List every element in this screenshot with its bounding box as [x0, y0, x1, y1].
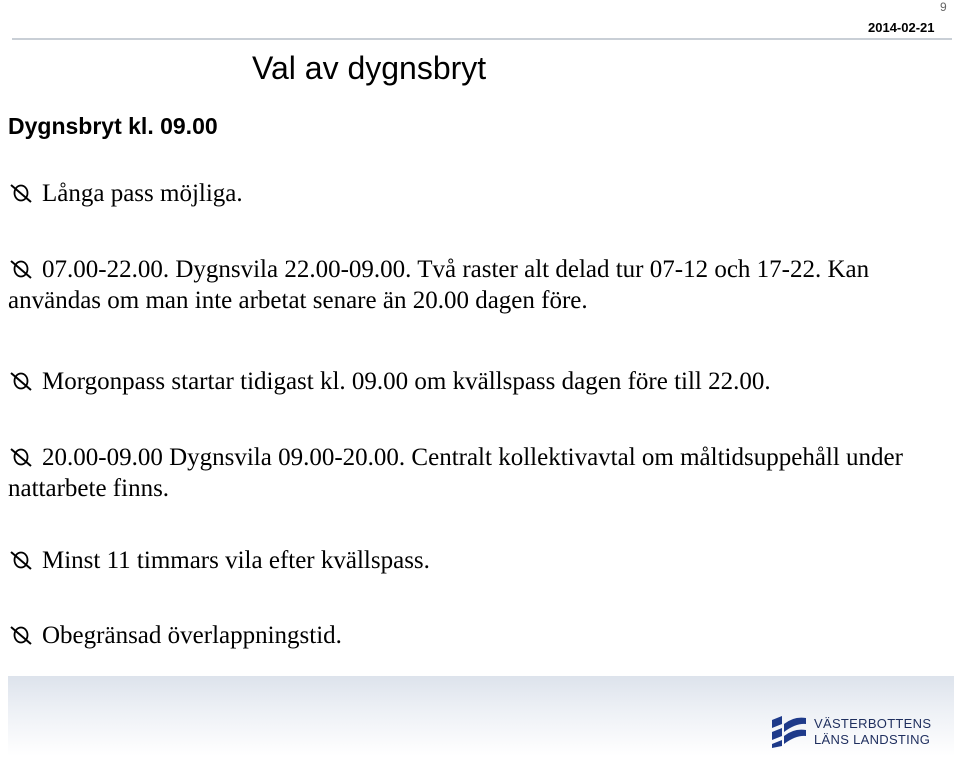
- bullet-item: [8, 442, 938, 504]
- bullet-text: Obegränsad överlappningstid.: [42, 622, 342, 649]
- bullet-icon: [8, 549, 34, 571]
- bullet-icon: [8, 446, 34, 468]
- bullet-item: [8, 545, 938, 576]
- footer-bar: [8, 676, 954, 756]
- logo-text-line1: VÄSTERBOTTENS: [814, 716, 932, 731]
- bullet-text: 20.00-09.00 Dygnsvila 09.00-20.00. Centralt kollektivavtal om måltidsuppehåll under nattarbete finns.: [8, 444, 903, 502]
- section-heading: Dygnsbryt kl. 09.00: [8, 113, 218, 139]
- bullet-item: [8, 366, 938, 397]
- slide-title: Val av dygnsbryt: [252, 50, 487, 86]
- bullet-icon: [8, 258, 34, 280]
- bullet-icon: [8, 370, 34, 392]
- bullet-text: Långa pass möjliga.: [42, 180, 243, 207]
- bullet-text: Morgonpass startar tidigast kl. 09.00 om kvällspass dagen före till 22.00.: [42, 368, 771, 395]
- bullet-item: [8, 254, 938, 316]
- bullet-text: 07.00-22.00. Dygnsvila 22.00-09.00. Två raster alt delad tur 07-12 och 17-22. Kan användas om man inte arbetat senare än 20.00 dagen före.: [8, 256, 870, 314]
- bullet-text: Minst 11 timmars vila efter kvällspass.: [42, 547, 430, 574]
- logo-text-line2: LÄNS LANDSTING: [814, 732, 931, 747]
- slide-date: 2014-02-21: [868, 20, 935, 35]
- bullet-item: [8, 178, 938, 209]
- page-number: 9: [940, 0, 947, 14]
- bullet-item: [8, 620, 938, 651]
- bullet-icon: [8, 624, 34, 646]
- header-divider: [12, 38, 952, 40]
- logo-mark-icon: [770, 714, 808, 748]
- bullet-icon: [8, 182, 34, 204]
